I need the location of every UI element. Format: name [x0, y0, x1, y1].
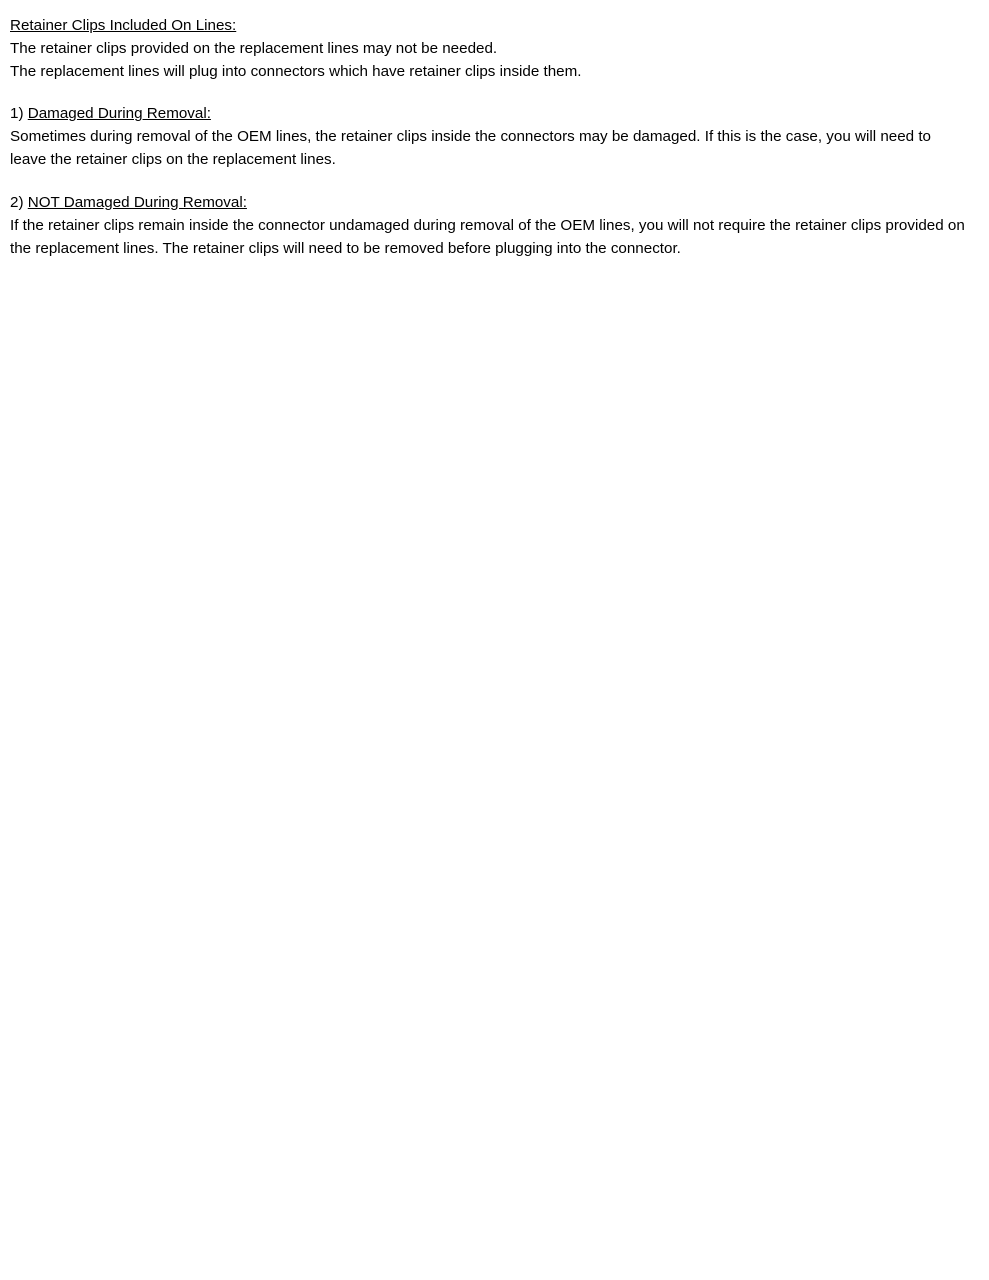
intro-block: [10, 14, 965, 83]
section-1-number: 1): [10, 105, 24, 123]
section-1-title: Damaged During Removal:: [27, 105, 211, 123]
intro-line-1: The retainer clips provided on the replacement lines may not be needed.: [10, 40, 498, 58]
section-spacer-2: [10, 172, 965, 191]
section-1-body: Sometimes during removal of the OEM lines, the retainer clips inside the connectors may be damaged. If this is the case, you will need to leave the retainer clips on the replacement lines.: [10, 128, 931, 169]
intro-heading: Retainer Clips Included On Lines:: [10, 17, 237, 34]
section-2-heading: [10, 191, 965, 214]
intro-line-2: The replacement lines will plug into connectors which have retainer clips inside them.: [10, 63, 582, 81]
section-spacer-1: [10, 83, 965, 102]
section-2-body: If the retainer clips remain inside the connector undamaged during removal of the OEM lines, you will not require the retainer clips provided on the replacement lines. The retainer clips will need to be removed before plugging into the connector.: [10, 216, 965, 257]
section-2-title: NOT Damaged During Removal:: [27, 193, 247, 211]
section-1-heading: [10, 102, 965, 125]
document-body: [10, 14, 965, 260]
section-not-damaged: [10, 191, 965, 260]
section-2-number: 2): [10, 193, 24, 211]
section-damaged: [10, 102, 965, 171]
